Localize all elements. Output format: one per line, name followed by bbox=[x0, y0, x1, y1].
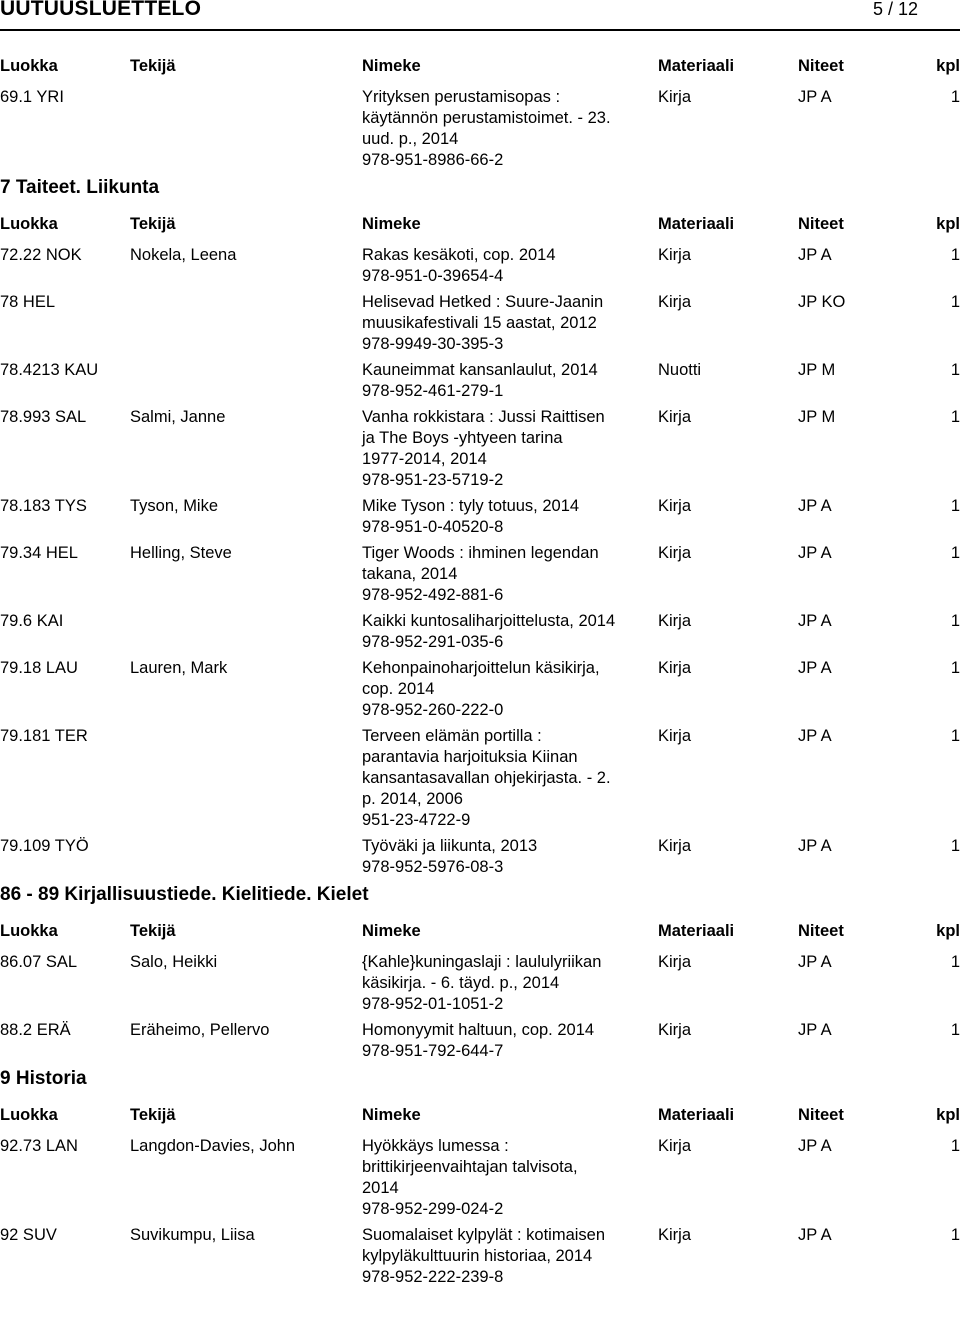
cell-niteet: JP A bbox=[798, 246, 832, 264]
cell-kpl: 1 bbox=[950, 497, 960, 515]
column-header-luokka: Luokka bbox=[0, 215, 58, 233]
title-line: takana, 2014 bbox=[362, 565, 458, 583]
cell-nimeke bbox=[362, 245, 658, 287]
cell-tekija bbox=[130, 611, 362, 653]
title-line: Helisevad Hetked : Suure-Jaanin bbox=[362, 293, 604, 311]
page-header bbox=[0, 0, 960, 30]
section-title: 7 Taiteet. Liikunta bbox=[0, 177, 160, 198]
cell-kpl: 1 bbox=[950, 293, 960, 311]
cell-luokka: 86.07 SAL bbox=[0, 953, 78, 971]
cell-tekija bbox=[130, 726, 362, 831]
column-header-materiaali: Materiaali bbox=[658, 1106, 735, 1124]
cell-kpl: 1 bbox=[950, 659, 960, 677]
cell-luokka: 69.1 YRI bbox=[0, 88, 64, 106]
cell-nimeke bbox=[362, 1136, 658, 1220]
column-header-luokka: Luokka bbox=[0, 922, 58, 940]
cell-niteet: JP A bbox=[798, 1021, 832, 1039]
table-row bbox=[0, 292, 960, 355]
section-title: 86 - 89 Kirjallisuustiede. Kielitiede. Kielet bbox=[0, 884, 369, 905]
table-row bbox=[0, 1020, 960, 1062]
title-line: Tiger Woods : ihminen legendan bbox=[362, 544, 599, 562]
catalog-section bbox=[0, 56, 960, 171]
cell-nimeke bbox=[362, 1225, 658, 1288]
cell-luokka: 79.34 HEL bbox=[0, 544, 78, 562]
isbn-line: 978-952-299-024-2 bbox=[362, 1200, 504, 1218]
cell-kpl: 1 bbox=[950, 837, 960, 855]
cell-nimeke bbox=[362, 292, 658, 355]
cell-tekija: Eräheimo, Pellervo bbox=[130, 1021, 270, 1039]
cell-niteet: JP A bbox=[798, 837, 832, 855]
cell-luokka: 88.2 ERÄ bbox=[0, 1021, 71, 1039]
cell-kpl: 1 bbox=[950, 361, 960, 379]
column-header-row bbox=[0, 921, 960, 942]
column-header-kpl: kpl bbox=[936, 57, 960, 75]
title-line: brittikirjeenvaihtajan talvisota, bbox=[362, 1158, 578, 1176]
column-header-tekija: Tekijä bbox=[130, 57, 176, 75]
cell-materiaali: Kirja bbox=[658, 408, 692, 426]
cell-materiaali: Kirja bbox=[658, 837, 692, 855]
cell-materiaali: Kirja bbox=[658, 612, 692, 630]
cell-kpl: 1 bbox=[950, 953, 960, 971]
cell-niteet: JP A bbox=[798, 88, 832, 106]
cell-materiaali: Kirja bbox=[658, 544, 692, 562]
table-row bbox=[0, 543, 960, 606]
title-line: parantavia harjoituksia Kiinan bbox=[362, 748, 578, 766]
isbn-line: 978-952-222-239-8 bbox=[362, 1268, 504, 1286]
column-header-nimeke: Nimeke bbox=[362, 57, 421, 75]
title-line: kansantasavallan ohjekirjasta. - 2. bbox=[362, 769, 611, 787]
cell-tekija: Suvikumpu, Liisa bbox=[130, 1226, 255, 1244]
cell-luokka: 79.181 TER bbox=[0, 727, 88, 745]
title-line: Suomalaiset kylpylät : kotimaisen bbox=[362, 1226, 606, 1244]
catalog-content bbox=[0, 56, 960, 1293]
isbn-line: 978-952-291-035-6 bbox=[362, 633, 504, 651]
cell-nimeke bbox=[362, 1020, 658, 1062]
table-row bbox=[0, 1136, 960, 1220]
table-row bbox=[0, 611, 960, 653]
cell-materiaali: Kirja bbox=[658, 953, 692, 971]
cell-niteet: JP M bbox=[798, 408, 836, 426]
cell-kpl: 1 bbox=[950, 408, 960, 426]
cell-tekija: Nokela, Leena bbox=[130, 246, 237, 264]
title-line: p. 2014, 2006 bbox=[362, 790, 463, 808]
cell-niteet: JP A bbox=[798, 612, 832, 630]
column-header-niteet: Niteet bbox=[798, 1106, 844, 1124]
cell-nimeke bbox=[362, 360, 658, 402]
cell-niteet: JP A bbox=[798, 1137, 832, 1155]
cell-nimeke bbox=[362, 836, 658, 878]
cell-kpl: 1 bbox=[950, 88, 960, 106]
cell-kpl: 1 bbox=[950, 727, 960, 745]
title-line: ja The Boys -yhtyeen tarina bbox=[362, 429, 563, 447]
cell-niteet: JP A bbox=[798, 1226, 832, 1244]
cell-kpl: 1 bbox=[950, 246, 960, 264]
document-title: UUTUUSLUETTELO bbox=[0, 0, 202, 20]
catalog-section bbox=[0, 883, 960, 1062]
table-row bbox=[0, 726, 960, 831]
cell-luokka: 79.109 TYÖ bbox=[0, 837, 89, 855]
column-header-kpl: kpl bbox=[936, 1106, 960, 1124]
column-header-kpl: kpl bbox=[936, 215, 960, 233]
column-header-materiaali: Materiaali bbox=[658, 215, 735, 233]
table-row bbox=[0, 87, 960, 171]
cell-kpl: 1 bbox=[950, 1021, 960, 1039]
cell-luokka: 79.6 KAI bbox=[0, 612, 64, 630]
title-line: kylpyläkulttuurin historiaa, 2014 bbox=[362, 1247, 593, 1265]
cell-materiaali: Kirja bbox=[658, 727, 692, 745]
table-row bbox=[0, 658, 960, 721]
column-header-row bbox=[0, 56, 960, 77]
cell-nimeke bbox=[362, 407, 658, 491]
title-line: Hyökkäys lumessa : bbox=[362, 1137, 509, 1155]
cell-luokka: 92 SUV bbox=[0, 1226, 57, 1244]
title-line: Rakas kesäkoti, cop. 2014 bbox=[362, 246, 556, 264]
cell-niteet: JP A bbox=[798, 953, 832, 971]
column-header-tekija: Tekijä bbox=[130, 215, 176, 233]
table-row bbox=[0, 952, 960, 1015]
cell-nimeke bbox=[362, 952, 658, 1015]
table-row bbox=[0, 245, 960, 287]
page-number: 5 / 12 bbox=[872, 0, 918, 19]
isbn-line: 978-951-792-644-7 bbox=[362, 1042, 504, 1060]
cell-niteet: JP KO bbox=[798, 293, 846, 311]
column-header-tekija: Tekijä bbox=[130, 1106, 176, 1124]
cell-kpl: 1 bbox=[950, 1137, 960, 1155]
isbn-line: 951-23-4722-9 bbox=[362, 811, 471, 829]
table-row bbox=[0, 407, 960, 491]
title-line: käsikirja. - 6. täyd. p., 2014 bbox=[362, 974, 560, 992]
cell-luokka: 78.183 TYS bbox=[0, 497, 87, 515]
cell-niteet: JP A bbox=[798, 544, 832, 562]
cell-tekija: Helling, Steve bbox=[130, 544, 232, 562]
column-header-nimeke: Nimeke bbox=[362, 1106, 421, 1124]
column-header-row bbox=[0, 214, 960, 235]
column-header-luokka: Luokka bbox=[0, 1106, 58, 1124]
cell-materiaali: Kirja bbox=[658, 1226, 692, 1244]
title-line: muusikafestivali 15 aastat, 2012 bbox=[362, 314, 597, 332]
column-header-niteet: Niteet bbox=[798, 215, 844, 233]
cell-nimeke bbox=[362, 726, 658, 831]
column-header-kpl: kpl bbox=[936, 922, 960, 940]
cell-materiaali: Nuotti bbox=[658, 361, 702, 379]
cell-tekija bbox=[130, 360, 362, 402]
title-line: Homonyymit haltuun, cop. 2014 bbox=[362, 1021, 595, 1039]
cell-materiaali: Kirja bbox=[658, 1137, 692, 1155]
cell-luokka: 78 HEL bbox=[0, 293, 56, 311]
cell-tekija bbox=[130, 87, 362, 171]
cell-tekija bbox=[130, 836, 362, 878]
isbn-line: 978-951-8986-66-2 bbox=[362, 151, 504, 169]
cell-luokka: 92.73 LAN bbox=[0, 1137, 78, 1155]
column-header-nimeke: Nimeke bbox=[362, 215, 421, 233]
cell-materiaali: Kirja bbox=[658, 293, 692, 311]
title-line: käytännön perustamistoimet. - 23. bbox=[362, 109, 611, 127]
cell-niteet: JP M bbox=[798, 361, 836, 379]
title-line: Yrityksen perustamisopas : bbox=[362, 88, 561, 106]
cell-luokka: 78.4213 KAU bbox=[0, 361, 99, 379]
title-line: 1977-2014, 2014 bbox=[362, 450, 487, 468]
cell-tekija: Tyson, Mike bbox=[130, 497, 219, 515]
title-line: {Kahle}kuningaslaji : laululyriikan bbox=[362, 953, 602, 971]
cell-kpl: 1 bbox=[950, 1226, 960, 1244]
title-line: 2014 bbox=[362, 1179, 399, 1197]
column-header-niteet: Niteet bbox=[798, 57, 844, 75]
isbn-line: 978-952-260-222-0 bbox=[362, 701, 504, 719]
title-line: Vanha rokkistara : Jussi Raittisen bbox=[362, 408, 605, 426]
column-header-materiaali: Materiaali bbox=[658, 922, 735, 940]
isbn-line: 978-951-0-39654-4 bbox=[362, 267, 504, 285]
isbn-line: 978-952-5976-08-3 bbox=[362, 858, 504, 876]
cell-materiaali: Kirja bbox=[658, 1021, 692, 1039]
cell-niteet: JP A bbox=[798, 497, 832, 515]
cell-nimeke bbox=[362, 496, 658, 538]
isbn-line: 978-951-23-5719-2 bbox=[362, 471, 504, 489]
cell-nimeke bbox=[362, 611, 658, 653]
isbn-line: 978-951-0-40520-8 bbox=[362, 518, 504, 536]
cell-materiaali: Kirja bbox=[658, 659, 692, 677]
table-row bbox=[0, 360, 960, 402]
isbn-line: 978-952-01-1051-2 bbox=[362, 995, 504, 1013]
cell-tekija: Salmi, Janne bbox=[130, 408, 226, 426]
column-header-luokka: Luokka bbox=[0, 57, 58, 75]
cell-luokka: 72.22 NOK bbox=[0, 246, 82, 264]
table-row bbox=[0, 836, 960, 878]
section-title: 9 Historia bbox=[0, 1068, 87, 1089]
title-line: Terveen elämän portilla : bbox=[362, 727, 542, 745]
cell-tekija: Salo, Heikki bbox=[130, 953, 218, 971]
title-line: Työväki ja liikunta, 2013 bbox=[362, 837, 538, 855]
title-line: Mike Tyson : tyly totuus, 2014 bbox=[362, 497, 580, 515]
title-line: uud. p., 2014 bbox=[362, 130, 459, 148]
column-header-tekija: Tekijä bbox=[130, 922, 176, 940]
cell-nimeke bbox=[362, 87, 658, 171]
column-header-nimeke: Nimeke bbox=[362, 922, 421, 940]
title-line: cop. 2014 bbox=[362, 680, 435, 698]
cell-materiaali: Kirja bbox=[658, 246, 692, 264]
table-row bbox=[0, 496, 960, 538]
header-rule bbox=[0, 29, 960, 31]
cell-nimeke bbox=[362, 658, 658, 721]
table-row bbox=[0, 1225, 960, 1288]
column-header-materiaali: Materiaali bbox=[658, 57, 735, 75]
cell-materiaali: Kirja bbox=[658, 88, 692, 106]
isbn-line: 978-952-492-881-6 bbox=[362, 586, 504, 604]
cell-niteet: JP A bbox=[798, 659, 832, 677]
title-line: Kauneimmat kansanlaulut, 2014 bbox=[362, 361, 598, 379]
title-line: Kehonpainoharjoittelun käsikirja, bbox=[362, 659, 600, 677]
cell-materiaali: Kirja bbox=[658, 497, 692, 515]
catalog-section bbox=[0, 176, 960, 878]
cell-luokka: 79.18 LAU bbox=[0, 659, 78, 677]
isbn-line: 978-9949-30-395-3 bbox=[362, 335, 504, 353]
cell-kpl: 1 bbox=[950, 612, 960, 630]
cell-kpl: 1 bbox=[950, 544, 960, 562]
column-header-row bbox=[0, 1105, 960, 1126]
title-line: Kaikki kuntosaliharjoittelusta, 2014 bbox=[362, 612, 616, 630]
column-header-niteet: Niteet bbox=[798, 922, 844, 940]
catalog-section bbox=[0, 1067, 960, 1288]
cell-niteet: JP A bbox=[798, 727, 832, 745]
cell-tekija: Langdon-Davies, John bbox=[130, 1137, 296, 1155]
cell-tekija bbox=[130, 292, 362, 355]
isbn-line: 978-952-461-279-1 bbox=[362, 382, 504, 400]
cell-nimeke bbox=[362, 543, 658, 606]
cell-luokka: 78.993 SAL bbox=[0, 408, 87, 426]
cell-tekija: Lauren, Mark bbox=[130, 659, 228, 677]
